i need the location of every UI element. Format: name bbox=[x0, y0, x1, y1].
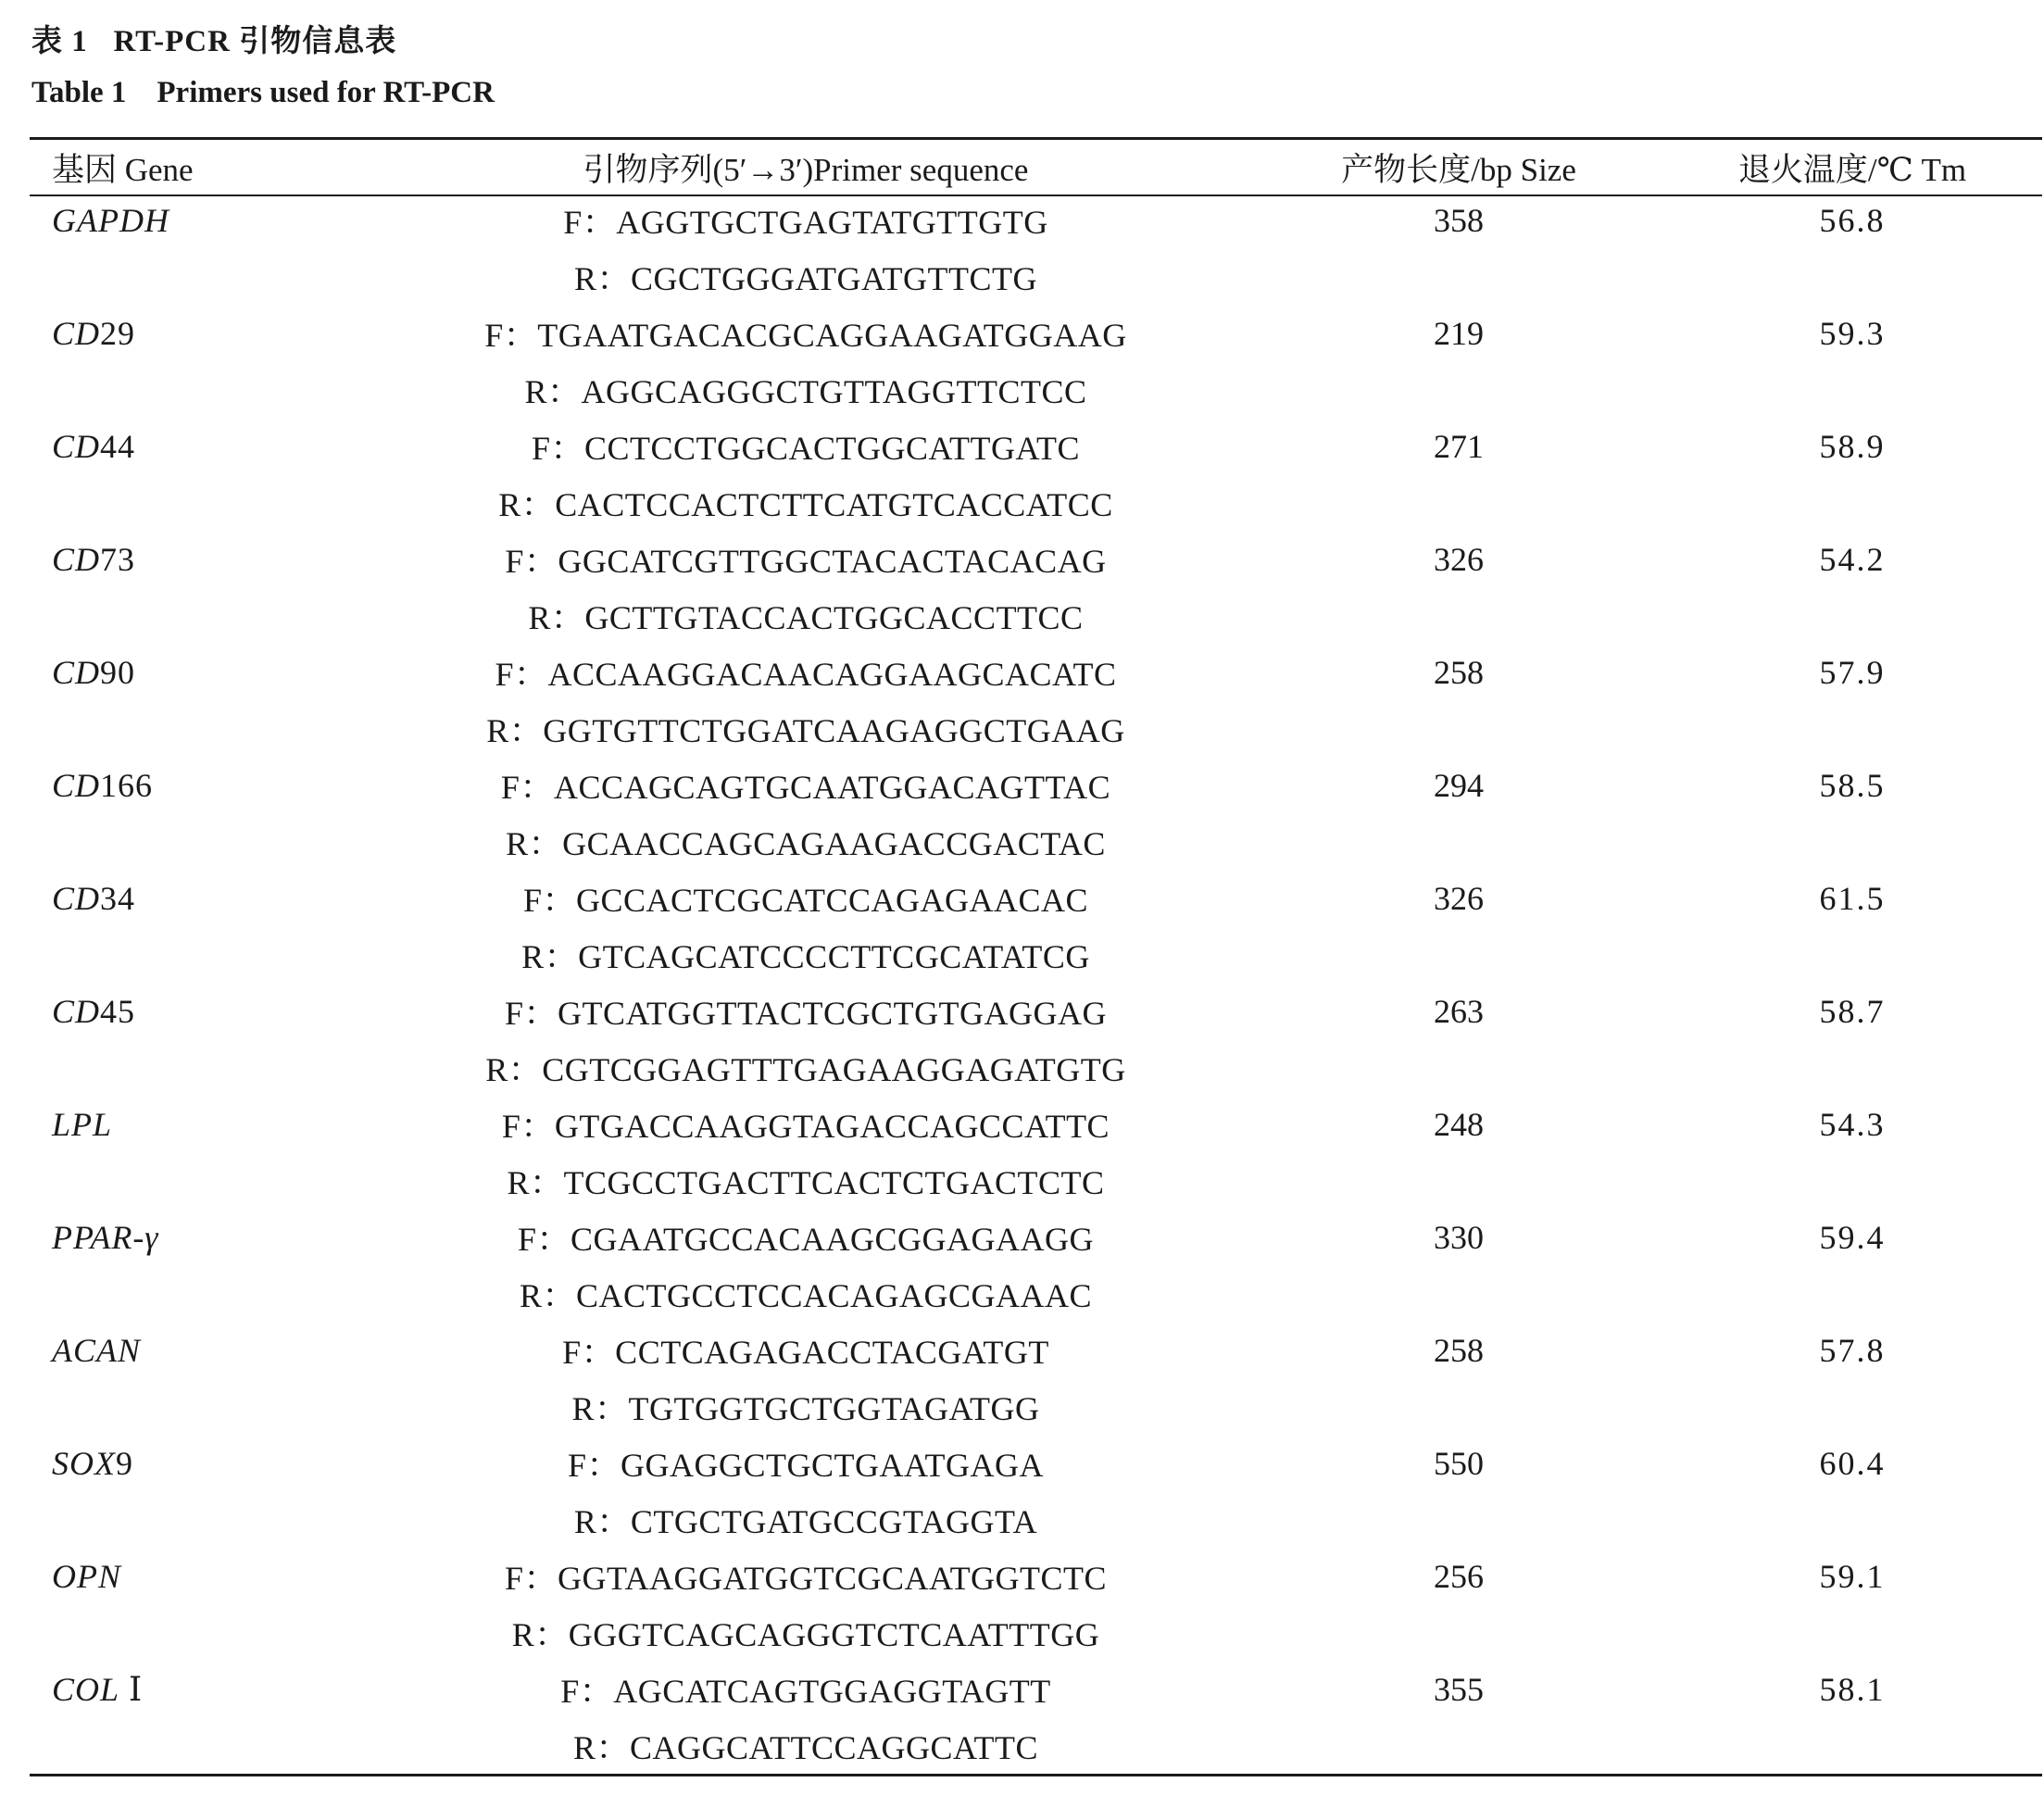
gene-name-suffix: 29 bbox=[100, 315, 136, 352]
annealing-temp: 59.3 bbox=[1819, 315, 1886, 352]
gene-name-italic: ACAN bbox=[52, 1332, 142, 1369]
header-product-size: 产物长度/bp Size bbox=[1341, 152, 1576, 188]
gene-name bbox=[52, 993, 135, 1030]
gene-name-italic: CD bbox=[52, 541, 101, 578]
gene-name-italic: CD bbox=[52, 880, 101, 917]
gene-name bbox=[52, 202, 169, 239]
annealing-temp: 57.9 bbox=[1819, 654, 1886, 691]
gene-name bbox=[52, 428, 135, 465]
product-size: 326 bbox=[1434, 541, 1484, 578]
annealing-temp: 59.4 bbox=[1819, 1219, 1886, 1256]
reverse-primer: R：CACTCCACTCTTCATGTCACCATCC bbox=[498, 486, 1113, 523]
table-caption-en: Table 1 Primers used for RT-PCR bbox=[31, 76, 495, 109]
gene-name-italic: LPL bbox=[52, 1106, 113, 1143]
forward-primer: F：ACCAAGGACAACAGGAAGCACATC bbox=[495, 656, 1117, 693]
gene-name-suffix: 44 bbox=[100, 428, 136, 465]
annealing-temp: 58.7 bbox=[1819, 993, 1886, 1030]
forward-primer: F：TGAATGACACGCAGGAAGATGGAAG bbox=[484, 317, 1127, 354]
gene-name-italic: PPAR-γ bbox=[52, 1219, 159, 1256]
reverse-primer: R：CACTGCCTCCACAGAGCGAAAC bbox=[519, 1277, 1093, 1314]
product-size: 258 bbox=[1434, 654, 1484, 691]
annealing-temp: 58.5 bbox=[1819, 767, 1886, 804]
gene-name bbox=[52, 654, 135, 691]
annealing-temp: 58.1 bbox=[1819, 1671, 1886, 1708]
gene-name-suffix: 45 bbox=[100, 993, 136, 1030]
table-row bbox=[0, 767, 2044, 880]
product-size: 248 bbox=[1434, 1106, 1484, 1143]
forward-primer: F：AGGTGCTGAGTATGTTGTG bbox=[563, 204, 1048, 241]
forward-primer: F：CCTCAGAGACCTACGATGT bbox=[562, 1334, 1049, 1371]
table-row bbox=[0, 1219, 2044, 1332]
table-row bbox=[0, 880, 2044, 993]
forward-primer: F：GGCATCGTTGGCTACACTACACAG bbox=[505, 543, 1107, 580]
annealing-temp: 54.3 bbox=[1819, 1106, 1886, 1143]
table-row bbox=[0, 428, 2044, 541]
annealing-temp: 57.8 bbox=[1819, 1332, 1886, 1369]
gene-name-suffix: 73 bbox=[100, 541, 136, 578]
gene-name bbox=[52, 880, 135, 917]
table-row bbox=[0, 202, 2044, 315]
annealing-temp: 54.2 bbox=[1819, 541, 1886, 578]
reverse-primer: R：CGTCGGAGTTTGAGAAGGAGATGTG bbox=[485, 1051, 1126, 1088]
gene-name bbox=[52, 541, 135, 578]
product-size: 219 bbox=[1434, 315, 1484, 352]
table-row bbox=[0, 315, 2044, 428]
reverse-primer: R：CTGCTGATGCCGTAGGTA bbox=[573, 1503, 1038, 1540]
forward-primer: F：GTCATGGTTACTCGCTGTGAGGAG bbox=[504, 995, 1108, 1032]
forward-primer: F：GGAGGCTGCTGAATGAGA bbox=[568, 1447, 1044, 1484]
gene-name-italic: CD bbox=[52, 428, 101, 465]
reverse-primer: R：TGTGGTGCTGGTAGATGG bbox=[571, 1390, 1040, 1427]
product-size: 294 bbox=[1434, 767, 1484, 804]
product-size: 358 bbox=[1434, 202, 1484, 239]
gene-name-suffix: Ⅰ bbox=[119, 1671, 144, 1708]
gene-name-italic: OPN bbox=[52, 1558, 121, 1595]
gene-name bbox=[52, 1332, 141, 1369]
table-row bbox=[0, 1332, 2044, 1445]
gene-name-italic: GAPDH bbox=[52, 202, 169, 239]
table-row bbox=[0, 1558, 2044, 1671]
product-size: 355 bbox=[1434, 1671, 1484, 1708]
reverse-primer: R：TCGCCTGACTTCACTCTGACTCTC bbox=[507, 1164, 1105, 1201]
gene-name bbox=[52, 767, 153, 804]
annealing-temp: 59.1 bbox=[1819, 1558, 1886, 1595]
gene-name bbox=[52, 1219, 159, 1256]
forward-primer: F：AGCATCAGTGGAGGTAGTT bbox=[560, 1673, 1051, 1710]
table-row bbox=[0, 541, 2044, 654]
annealing-temp: 56.8 bbox=[1819, 202, 1886, 239]
forward-primer: F：CGAATGCCACAAGCGGAGAAGG bbox=[517, 1221, 1095, 1258]
gene-name bbox=[52, 1558, 121, 1595]
table-row bbox=[0, 1106, 2044, 1219]
reverse-primer: R：GTCAGCATCCCCTTCGCATATCG bbox=[521, 938, 1090, 975]
header-gene: 基因 Gene bbox=[52, 152, 194, 188]
gene-name-italic: SOX bbox=[52, 1445, 116, 1482]
forward-primer: F：GGTAAGGATGGTCGCAATGGTCTC bbox=[504, 1560, 1108, 1597]
gene-name-italic: CD bbox=[52, 993, 101, 1030]
product-size: 263 bbox=[1434, 993, 1484, 1030]
product-size: 256 bbox=[1434, 1558, 1484, 1595]
gene-name bbox=[52, 1671, 143, 1708]
gene-name-italic: CD bbox=[52, 767, 101, 804]
table-row bbox=[0, 1671, 2044, 1784]
reverse-primer: R：GCAACCAGCAGAAGACCGACTAC bbox=[506, 825, 1106, 862]
gene-name-suffix: 166 bbox=[100, 767, 154, 804]
product-size: 326 bbox=[1434, 880, 1484, 917]
forward-primer: F：ACCAGCAGTGCAATGGACAGTTAC bbox=[500, 769, 1111, 806]
header-annealing-temp: 退火温度/℃ Tm bbox=[1737, 152, 1967, 188]
gene-name-suffix: 34 bbox=[100, 880, 136, 917]
gene-name-suffix: 9 bbox=[116, 1445, 133, 1482]
gene-name bbox=[52, 1106, 112, 1143]
table-row bbox=[0, 1445, 2044, 1558]
product-size: 258 bbox=[1434, 1332, 1484, 1369]
table-caption-cn: 表 1 RT-PCR 引物信息表 bbox=[31, 25, 397, 58]
gene-name-italic: CD bbox=[52, 315, 101, 352]
forward-primer: F：GTGACCAAGGTAGACCAGCCATTC bbox=[501, 1108, 1110, 1145]
reverse-primer: R：GCTTGTACCACTGGCACCTTCC bbox=[528, 599, 1084, 636]
gene-name bbox=[52, 1445, 133, 1482]
reverse-primer: R：GGGTCAGCAGGGTCTCAATTTGG bbox=[511, 1616, 1100, 1653]
annealing-temp: 60.4 bbox=[1819, 1445, 1886, 1482]
header-primer-sequence: 引物序列(5′→3′)Primer sequence bbox=[583, 152, 1029, 188]
product-size: 550 bbox=[1434, 1445, 1484, 1482]
table-bottom-rule bbox=[30, 1774, 2042, 1776]
reverse-primer: R：AGGCAGGGCTGTTAGGTTCTCC bbox=[524, 373, 1087, 410]
reverse-primer: R：CAGGCATTCCAGGCATTC bbox=[572, 1729, 1039, 1766]
annealing-temp: 58.9 bbox=[1819, 428, 1886, 465]
gene-name-italic: COL bbox=[52, 1671, 120, 1708]
reverse-primer: R：GGTGTTCTGGATCAAGAGGCTGAAG bbox=[486, 712, 1125, 749]
forward-primer: F：GCCACTCGCATCCAGAGAACAC bbox=[522, 882, 1089, 919]
reverse-primer: R：CGCTGGGATGATGTTCTG bbox=[574, 260, 1037, 297]
product-size: 330 bbox=[1434, 1219, 1484, 1256]
gene-name bbox=[52, 315, 135, 352]
product-size: 271 bbox=[1434, 428, 1484, 465]
forward-primer: F：CCTCCTGGCACTGGCATTGATC bbox=[531, 430, 1081, 467]
table-row bbox=[0, 654, 2044, 767]
annealing-temp: 61.5 bbox=[1819, 880, 1886, 917]
gene-name-suffix: 90 bbox=[100, 654, 136, 691]
gene-name-italic: CD bbox=[52, 654, 101, 691]
table-row bbox=[0, 993, 2044, 1106]
